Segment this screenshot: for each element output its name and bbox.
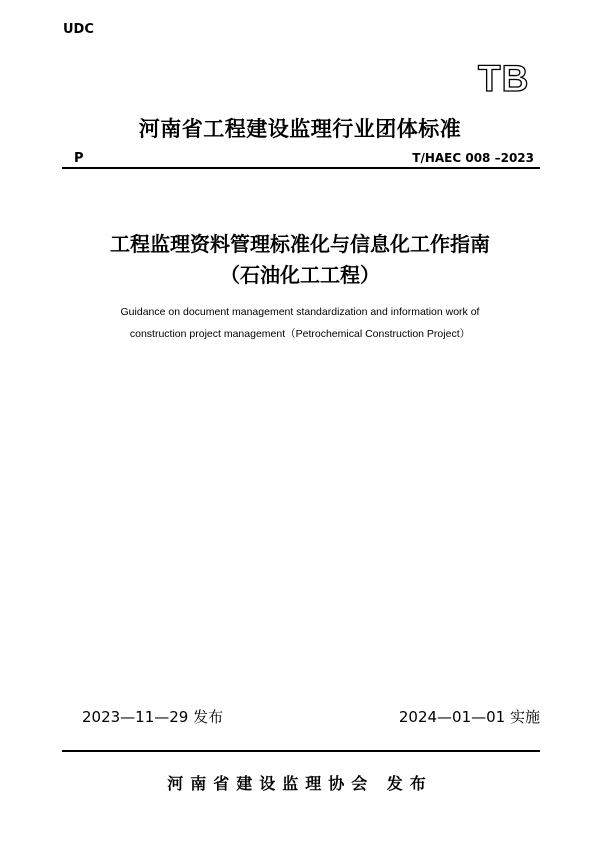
category-code: P [74, 151, 84, 166]
english-title-line-1: Guidance on document management standardization and information work of [120, 306, 480, 318]
implementation-date: 2024—01—01 实施 [398, 708, 540, 726]
chinese-title-line-2: （石油化工工程） [220, 263, 380, 287]
organization-standard-title: 河南省工程建设监理行业团体标准 [138, 117, 462, 141]
bottom-divider [62, 750, 540, 752]
tb-mark: TB [478, 58, 530, 99]
issue-date: 2023—11—29 发布 [82, 708, 224, 726]
chinese-title-line-1: 工程监理资料管理标准化与信息化工作指南 [110, 232, 490, 256]
standard-number: T/HAEC 008 –2023 [412, 151, 534, 165]
publisher: 河南省建设监理协会 发布 [167, 774, 433, 793]
english-title-line-2: construction project management（Petrochemical Construction Project） [129, 328, 471, 340]
top-divider [62, 167, 540, 169]
udc-label: UDC [63, 22, 94, 37]
